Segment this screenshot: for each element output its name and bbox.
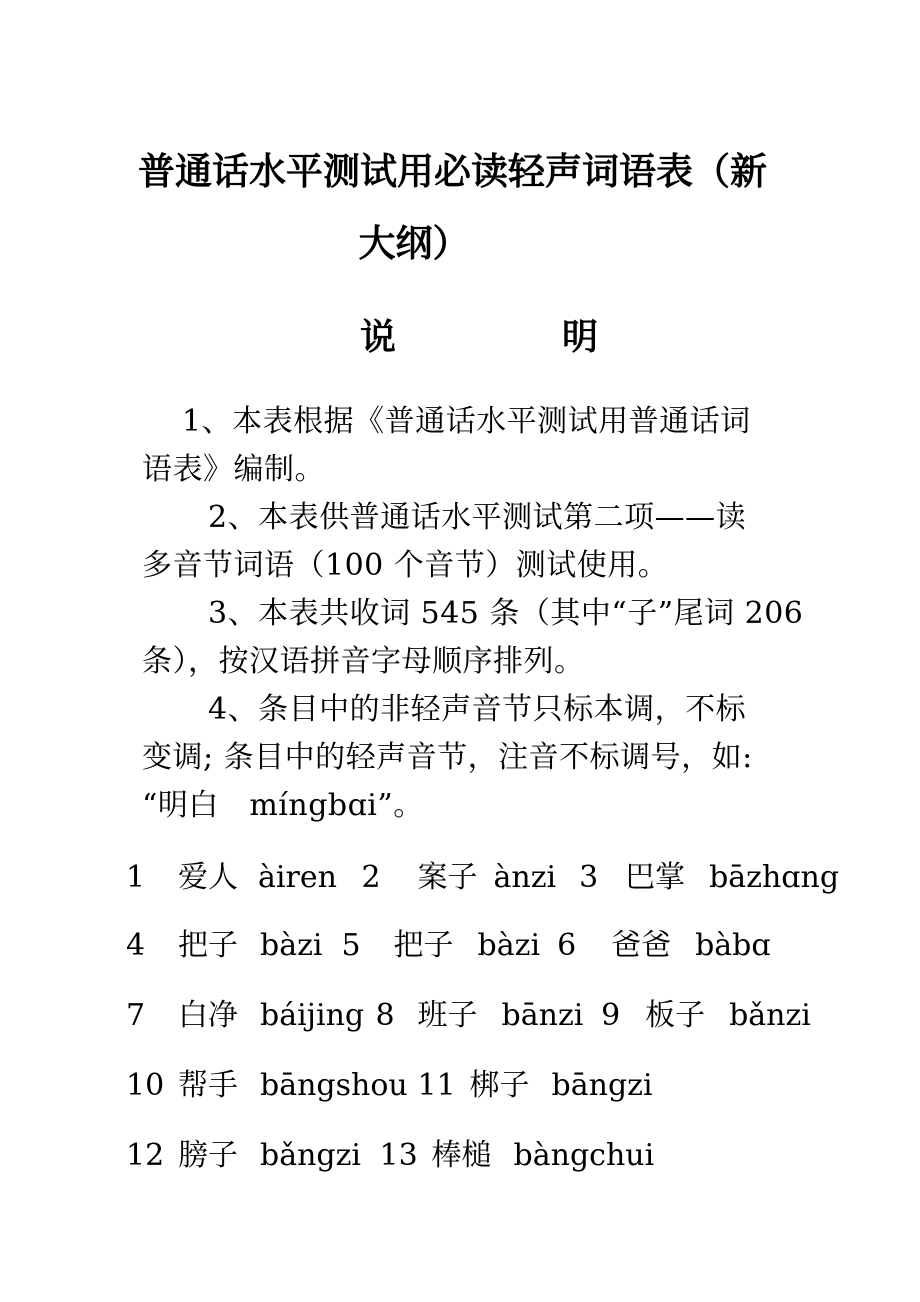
entry-word: 膀子: [178, 1138, 238, 1173]
entry-number: 10: [126, 1068, 165, 1103]
entry-number: 5: [341, 928, 361, 963]
entry-pinyin: àiren: [258, 860, 337, 895]
note-2-line1: 2、本表供普通话水平测试第二项——读: [208, 500, 747, 535]
list-item: [601, 998, 811, 1033]
note-3-line2: 条），按汉语拼音字母顺序排列。: [142, 644, 585, 679]
entry-pinyin: bàngchui: [513, 1138, 655, 1173]
note-3: [142, 590, 822, 686]
entry-pinyin: bāngshou: [260, 1068, 408, 1103]
list-item: [376, 998, 602, 1033]
entry-number: 1: [126, 860, 146, 895]
entry-word: 棒槌: [431, 1138, 492, 1173]
list-item: [126, 860, 362, 895]
entry-word: 把子: [178, 928, 238, 963]
entry-word: 爸爸: [611, 928, 672, 963]
entry-word: 把子: [393, 928, 454, 963]
entry-word: 巴掌: [625, 860, 686, 895]
entry-number: 13: [379, 1138, 418, 1173]
note-1: [142, 398, 822, 494]
list-item: [380, 1138, 655, 1173]
note-1-line1: 1、本表根据《普通话水平测试用普通话词: [182, 404, 751, 439]
list-item: [342, 928, 558, 963]
entry-pinyin: bāzhɑng: [709, 860, 840, 895]
entry-number: 6: [557, 928, 577, 963]
note-3-line1: 3、本表共收词 545 条（其中“子”尾词 206: [208, 596, 804, 631]
entry-pinyin: bàbɑ: [695, 928, 771, 963]
entry-number: 9: [601, 998, 621, 1033]
note-1-line2: 语表》编制。: [142, 452, 325, 487]
entry-pinyin: bǎngzi: [260, 1138, 362, 1173]
entry-number: 2: [361, 860, 381, 895]
entry-pinyin: ànzi: [493, 860, 557, 895]
entry-word: 帮手: [178, 1068, 238, 1103]
entry-number: 7: [126, 998, 146, 1033]
entry-word: 爱人: [178, 860, 238, 895]
list-item: [126, 998, 376, 1033]
entry-number: 8: [375, 998, 395, 1033]
section-heading-char1: 说: [360, 317, 397, 358]
list-item: [418, 1068, 653, 1103]
list-item: [126, 1068, 418, 1103]
entry-number: 3: [579, 860, 599, 895]
entry-pinyin: bāngzi: [551, 1068, 653, 1103]
entry-word: 案子: [417, 860, 478, 895]
entry-row-4: [126, 1066, 653, 1106]
entry-row-5: [126, 1136, 654, 1176]
entry-pinyin: bàzi: [260, 928, 323, 963]
note-2: [142, 494, 822, 590]
page-title-line2: 大纲）: [358, 222, 470, 265]
list-item: [557, 928, 771, 963]
list-item: [126, 928, 342, 963]
entry-word: 板子: [645, 998, 706, 1033]
entry-word: 班子: [417, 998, 478, 1033]
entry-row-1: [126, 858, 839, 898]
entry-pinyin: bǎnzi: [729, 998, 811, 1033]
entry-row-3: [126, 996, 811, 1036]
entry-pinyin: bānzi: [501, 998, 584, 1033]
note-4-line2: 变调; 条目中的轻声音节，注音不标调号，如:: [142, 740, 753, 775]
entry-word: 梆子: [469, 1068, 530, 1103]
note-2-line2: 多音节词语（100 个音节）测试使用。: [142, 548, 669, 583]
entry-number: 12: [126, 1138, 165, 1173]
note-4: [142, 686, 822, 830]
entry-pinyin: bàzi: [477, 928, 541, 963]
list-item: [126, 1138, 380, 1173]
entry-number: 4: [126, 928, 146, 963]
entry-word: 白净: [178, 998, 238, 1033]
note-4-line3: “明白 míngbɑi”。: [142, 788, 424, 823]
page-title: 普通话水平测试用必读轻声词语表（新: [138, 150, 767, 193]
entry-number: 11: [417, 1068, 456, 1103]
entry-row-2: [126, 926, 771, 966]
entry-pinyin: báijing: [260, 998, 365, 1033]
list-item: [362, 860, 580, 895]
list-item: [579, 860, 839, 895]
note-4-line1: 4、条目中的非轻声音节只标本调，不标: [208, 692, 747, 727]
section-heading-char2: 明: [562, 317, 599, 358]
